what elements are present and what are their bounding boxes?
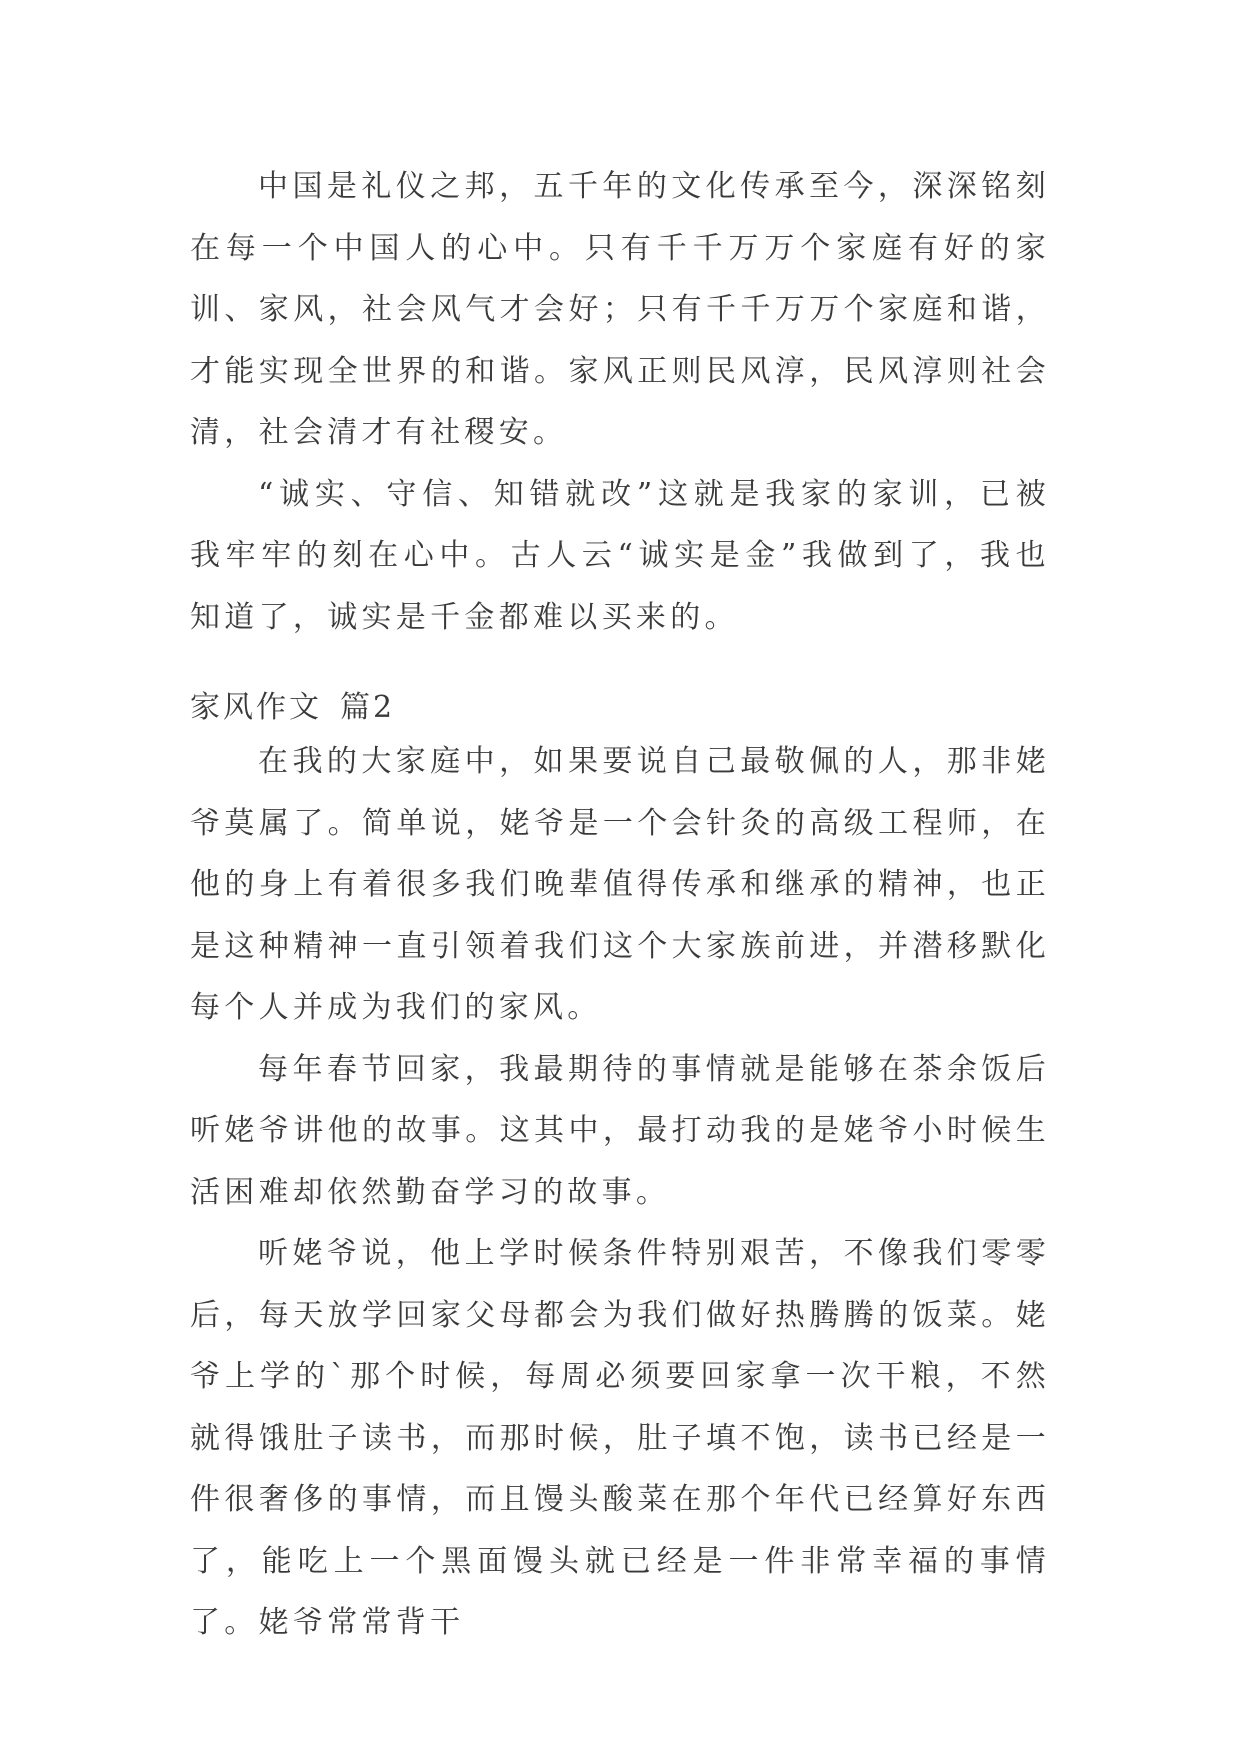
section-title: 家风作文 xyxy=(190,690,322,725)
paragraph-school-hardship: 听姥爷说，他上学时候条件特别艰苦，不像我们零零后，每天放学回家父母都会为我们做好热腾腾的饭菜。姥爷上学的`那个时候，每周必须要回家拿一次干粮，不然就得饿肚子读书，而那时候，肚子填不饱，读书已经是一件很奢侈的事情，而且馒头酸菜在那个年代已经算好东西了，能吃上一个黑面馒头就已经是一件非常幸福的事情了。姥爷常常背干 xyxy=(190,1236,1050,1640)
section-number: 篇2 xyxy=(340,690,396,725)
section-heading xyxy=(190,688,395,728)
essay-part-2 xyxy=(190,731,1050,1654)
paragraph-spring-festival: 每年春节回家，我最期待的事情就是能够在茶余饭后听姥爷讲他的故事。这其中，最打动我的是姥爷小时候生活困难却依然勤奋学习的故事。 xyxy=(190,1051,1050,1210)
paragraph-etiquette: 中国是礼仪之邦，五千年的文化传承至今，深深铭刻在每一个中国人的心中。只有千千万万个家庭有好的家训、家风，社会风气才会好；只有千千万万个家庭和谐，才能实现全世界的和谐。家风正则民风淳，民风淳则社会清，社会清才有社稷安。 xyxy=(190,169,1050,450)
essay-part-1 xyxy=(190,156,1050,648)
paragraph-family-motto: “诚实、守信、知错就改”这就是我家的家训，已被我牢牢的刻在心中。古人云“诚实是金”我做到了，我也知道了，诚实是千金都难以买来的。 xyxy=(190,476,1050,635)
paragraph-grandfather-intro: 在我的大家庭中，如果要说自己最敬佩的人，那非姥爷莫属了。简单说，姥爷是一个会针灸的高级工程师，在他的身上有着很多我们晚辈值得传承和继承的精神，也正是这种精神一直引领着我们这个大家族前进，并潜移默化每个人并成为我们的家风。 xyxy=(190,744,1050,1025)
